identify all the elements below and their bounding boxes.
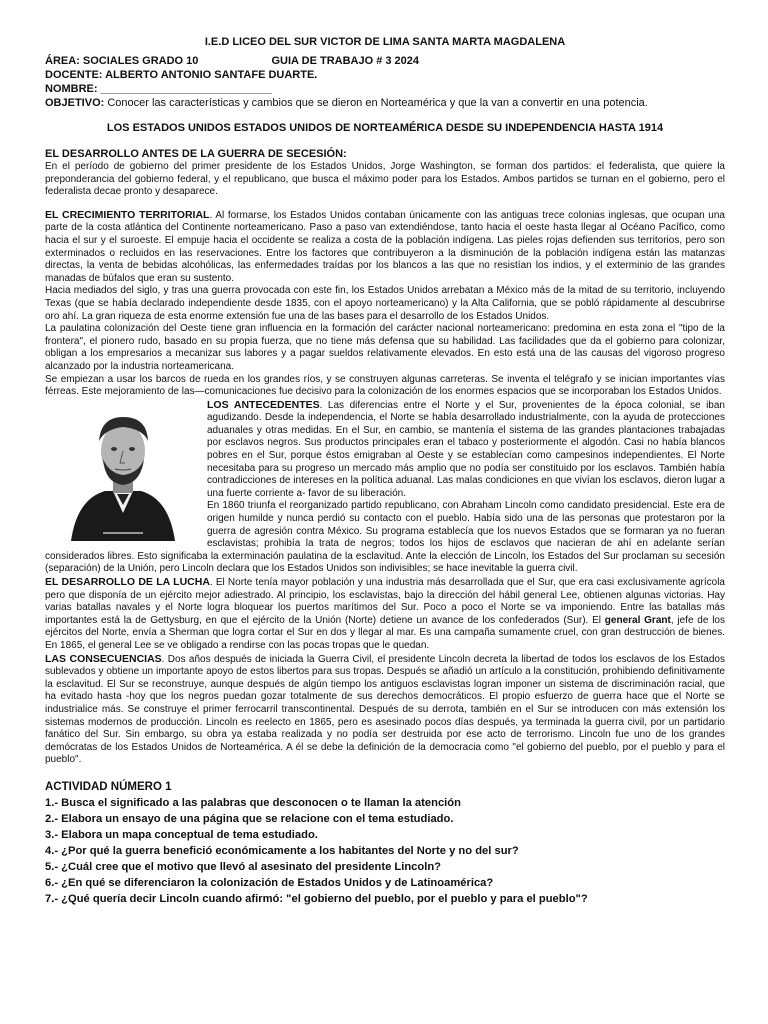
text-crecimiento-1: . Al formarse, los Estados Unidos contaban únicamente con las antiguas trece colonias inglesas, que ocupan una parte de la costa atlántica del Continente norteamericano. Paso a paso van extendiéndose, tanto hacia el oeste hasta llegar al Océano Pacífico, como hacia el sur y el suroeste. El empuje hacia el occidente se realiza a costa de la población indígena. Las pieles rojas defienden sus territorios, pero son exterminados o recluidos en las reservaciones. Entre los factores que contribuyeron a la disminución de la población indígena están las matanzas directas, la venta de bebidas alcohólicas, las enfermedades traídas por los blancos a las que no resistían los indios, y el exterminio de las grandes manadas de búfalos que eran su sustento. <box>45 209 725 284</box>
paragraph-crecimiento-2: Hacia mediados del siglo, y tras una guerra provocada con este fin, los Estados Unidos arrebatan a México más de la mitad de su territorio, incluyendo Texas (que se había declarado independiente desde 1835, con el apoyo norteamericano) y la Alta California, que se pobló rápidamente al descubrirse oro ahí. La gran riqueza de esta enorme extensión fue una de las bases para el desarrollo de los Estados Unidos. <box>45 285 725 322</box>
text-lucha-2: , jefe de los ejércitos del Norte, envía a Sherman que logra cortar el Sur en dos y llegar al mar. Es una campaña sumamente cruel, con gran destrucción de bienes. En 1865, el general Lee se ve obligado a rendirse con las pocas tropas que le quedan. <box>45 614 725 651</box>
activity-item-4: 4.- ¿Por qué la guerra benefició económicamente a los habitantes del Norte y no del sur? <box>45 844 519 857</box>
activity-item-2: 2.- Elabora un ensayo de una página que se relacione con el tema estudiado. <box>45 812 454 825</box>
paragraph-desarrollo: En el período de gobierno del primer presidente de los Estados Unidos, Jorge Washington, se forman dos partidos: el federalista, que quiere la preponderancia del gobierno federal, y el republicano, que busca el máximo poder para los Estados. Ambos partidos se turnan en el gobierno, pero el federalista decae pronto y desaparece. <box>45 161 725 198</box>
nombre-line: NOMBRE: ____________________________ <box>45 83 272 95</box>
activity-item-1: 1.- Busca el significado a las palabras que desconocen o te llaman la atención <box>45 796 461 809</box>
paragraph-lucha <box>45 576 725 653</box>
paragraph-crecimiento-3: La paulatina colonización del Oeste tiene gran influencia en la formación del carácter nacional norteamericano: predomina en esta zona el "tipo de la frontera", el pionero rudo, basado en su propia fuerza, que no tiene más defensa que su habilidad. Las facilidades que da el gobierno para colonizar, obligan a los empresarios a mecanizar sus labores y a pagar sueldos relativamente elevados. En esto está una de las causas del vigoroso progreso alcanzado por la industria norteamericana. <box>45 323 725 372</box>
paragraph-crecimiento-4: Se empiezan a usar los barcos de rueda en los grandes ríos, y se construyen algunas carreteras. Se inventa el telégrafo y se inician importantes vías férreas. Este mejoramiento de las—comunicaciones fue decisivo para la colonización de los enormes espacios que se incorporaban los Estados Unidos. <box>45 373 725 398</box>
area-label: ÁREA: SOCIALES GRADO 10 <box>45 55 199 67</box>
lincoln-portrait <box>53 401 193 541</box>
guia-label: GUIA DE TRABAJO # 3 2024 <box>271 55 420 67</box>
worksheet-page <box>45 36 725 907</box>
section-heading-desarrollo: EL DESARROLLO ANTES DE LA GUERRA DE SECESIÓN: <box>45 148 347 160</box>
paragraph-consecuencias <box>45 653 725 767</box>
school-name: I.E.D LICEO DEL SUR VICTOR DE LIMA SANTA MARTA MAGDALENA <box>204 36 566 48</box>
paragraph-antecedentes-2: En 1860 triunfa el reorganizado partido republicano, con Abraham Lincoln como candidato presidencial. Este era de origen humilde y nunca perdió su contacto con el pueblo. Había sido una de las personas que protestaron por la guerra de agresión contra México. Su programa establecía que los nuevos Estados que se formaran ya no fueran esclavistas; prohibía la trata de negros; todos los hijos de esclavos que nacieran de ahí en adelante serían considerados libres. Esto significaba la exterminación paulatina de la esclavitud. Ante la elección de Lincoln, los Estados del Sur proclaman su secesión (separación) de la Unión, pero Lincoln declara que los Estados Unidos son indivisibles; se hace inevitable la guerra civil. <box>45 500 725 575</box>
area-line <box>45 54 725 68</box>
objetivo-text: Conocer las características y cambios que se dieron en Norteamérica y que la van a convertir en una potencia. <box>104 97 648 109</box>
lead-antecedentes: LOS ANTECEDENTES <box>207 398 320 411</box>
lead-crecimiento: EL CRECIMIENTO TERRITORIAL <box>45 208 210 221</box>
document-title: LOS ESTADOS UNIDOS ESTADOS UNIDOS DE NORTEAMÉRICA DESDE SU INDEPENDENCIA HASTA 1914 <box>106 122 664 134</box>
activity-title: ACTIVIDAD NÚMERO 1 <box>45 780 172 793</box>
paragraph-crecimiento-1 <box>45 209 725 286</box>
antecedentes-block <box>45 399 725 576</box>
lead-consecuencias: LAS CONSECUENCIAS <box>45 652 162 665</box>
activity-item-7: 7.- ¿Qué quería decir Lincoln cuando afirmó: "el gobierno del pueblo, por el pueblo y para el pueblo"? <box>45 892 588 905</box>
text-consecuencias: . Dos años después de iniciada la Guerra Civil, el presidente Lincoln decreta la libertad de todos los esclavos de los Estados sublevados y obtiene un importante apoyo de estos libertos para sus tropas. Después se añadió un artículo a la constitución, prohibiendo definitivamente la esclavitud. El Sur se reconstruye, aunque después de algún tiempo los antiguos esclavistas logran imponer un sistema de discriminación racial, que ha evitado hasta -hoy que los negros puedan gozar totalmente de sus derechos democráticos. El propio esfuerzo de guerra hace que el Norte se industrialice más. Se construye el primer ferrocarril transcontinental. Después de su derrota, también en el Sur se introducen con más extensión los sistemas modernos de producción. Lincoln es reelecto en 1865, pero es asesinado pocos días después, ya terminada la guerra civil, por un partidario fanático del Sur. Sin embargo, su obra ya estaba realizada y no podía ser destruida por ese acto de terrorismo. Lincoln fue uno de los grandes demócratas de los Estados Unidos de Norteamérica. A él se debe la definición de la democracia como "el gobierno del pueblo, por el pueblo y para el pueblo". <box>45 653 725 766</box>
text-lucha-1: . El Norte tenía mayor población y una industria más desarrollada que el Sur, que era casi exclusivamente agrícola pero que disponía de un ejército mejor adiestrado. Al principio, los esclavistas, bajo la dirección del hábil general Lee, obtienen algunas victorias. Hay varias batallas navales y el Norte logra bloquear los puertos marítimos del Sur. Poco a poco el Norte se va imponiendo. Entre las batallas más importantes está la de Gettysburg, en que el ejército de la Unión (Norte) detiene un avance de los confederados (Sur). El <box>45 577 725 626</box>
text-antecedentes-1: . Las diferencias entre el Norte y el Sur, provenientes de la época colonial, se iban agudizando. Desde la independencia, el Norte se había desarrollado industrialmente, con la ayuda de protecciones aduanales y otras medidas. En el Sur, en cambio, se mantenía el sistema de las grandes plantaciones trabajadas por esclavos negros. Sus productos principales eran el tabaco y posteriormente el algodón. Casi no había blancos pobres en el Sur, porque éstos emigraban al Oeste y se establecían como campesinos independientes. El Norte necesitaba para su progreso un mercado más amplio que no podía ser constituido por los esclavos. También había contradicciones de intereses en la política aduanal. Las malas condiciones en que vivían los esclavos, dieron lugar a una fuerte corriente a- favor de su liberación. <box>207 399 725 499</box>
objetivo <box>45 96 725 110</box>
text-general-grant: general Grant <box>604 614 671 626</box>
activity-item-6: 6.- ¿En qué se diferenciaron la colonización de Estados Unidos y de Latinoamérica? <box>45 876 494 889</box>
lead-lucha: EL DESARROLLO DE LA LUCHA <box>45 576 210 588</box>
activity-item-5: 5.- ¿Cuál cree que el motivo que llevó al asesinato del presidente Lincoln? <box>45 860 442 873</box>
objetivo-label: OBJETIVO: <box>45 97 105 109</box>
docente-line: DOCENTE: ALBERTO ANTONIO SANTAFE DUARTE. <box>45 69 318 81</box>
activity-item-3: 3.- Elabora un mapa conceptual de tema estudiado. <box>45 828 318 841</box>
